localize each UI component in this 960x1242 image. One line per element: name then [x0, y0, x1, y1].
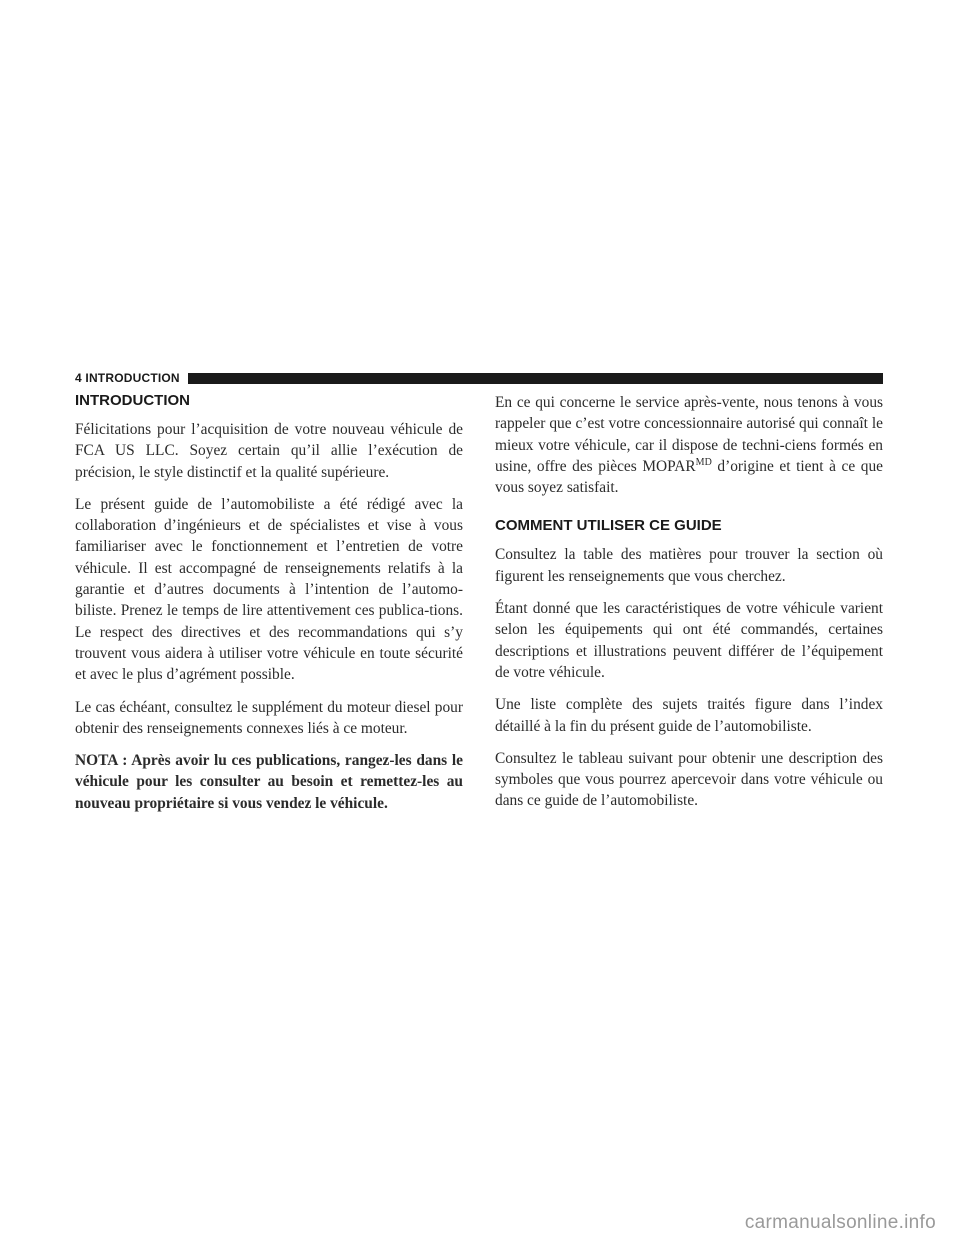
nota-note: NOTA : Après avoir lu ces publications, rangez-les dans le véhicule pour les consulter au besoin et remettez-les au nouveau propriétaire si vous vendez le véhicule.: [75, 752, 463, 812]
paragraph-after-sales-service: [495, 392, 883, 498]
paragraph-congratulations: Félicitations pour l’acquisition de votre nouveau véhicule de FCA US LLC. Soyez certain qu’il allie l’exécution de précision, le style distinctif et la qualité supérieure.: [75, 421, 463, 481]
header-rule: [188, 373, 883, 384]
section-heading-introduction: INTRODUCTION: [75, 392, 190, 409]
right-column: [495, 392, 883, 823]
paragraph-symbols: Consultez le tableau suivant pour obtenir une description des symboles que vous pourrez apercevoir dans votre véhicule ou dans ce guide de l’automobiliste.: [495, 749, 883, 810]
page-number-section-label: 4 INTRODUCTION: [75, 371, 180, 385]
left-column: [75, 392, 463, 825]
after-sales-text-end: d’origine et tient à ce que vous soyez satisfait.: [495, 457, 883, 497]
section-heading-how-to-use: COMMENT UTILISER CE GUIDE: [495, 517, 722, 535]
paragraph-guide-purpose: Le présent guide de l’automobiliste a été rédigé avec la collaboration d’ingénieurs et de spécialistes et vise à vous familiariser avec le fonctionnement et l’entretien de votre véhicule. Il est accompagné de renseignements relatifs à la garantie et d’autres documents à l’intention de l’automo-biliste. Prenez le temps de lire attentivement ces publica-tions. Le respect des directives et des recommandations qui s’y trouvent vous aidera à utiliser votre véhicule en toute sécurité et avec le plus d’agrément possible.: [75, 495, 463, 684]
paragraph-index: Une liste complète des sujets traités figure dans l’index détaillé à la fin du présent guide de l’automobiliste.: [495, 696, 883, 735]
trademark-superscript: MD: [695, 456, 712, 468]
after-sales-text: En ce qui concerne le service après-vente, nous tenons à vous rappeler que c’est votre concessionnaire autorisé qui connaît le mieux votre véhicule, car il dispose de techni-ciens formés en usine, offre des pièces MOPAR: [495, 394, 883, 475]
paragraph-equipment-vary: Étant donné que les caractéristiques de votre véhicule varient selon les équipements qui ont été commandés, certaines descriptions et illustrations peuvent différer de l’équipement de votre véhicule.: [495, 600, 883, 681]
paragraph-table-of-contents: Consultez la table des matières pour trouver la section où figurent les renseignements que vous cherchez.: [495, 546, 883, 585]
paragraph-diesel-supplement: Le cas échéant, consultez le supplément du moteur diesel pour obtenir des renseignements connexes liés à ce moteur.: [75, 698, 463, 737]
watermark: carmanualsonline.info: [744, 1212, 936, 1233]
page-header: [75, 371, 883, 385]
